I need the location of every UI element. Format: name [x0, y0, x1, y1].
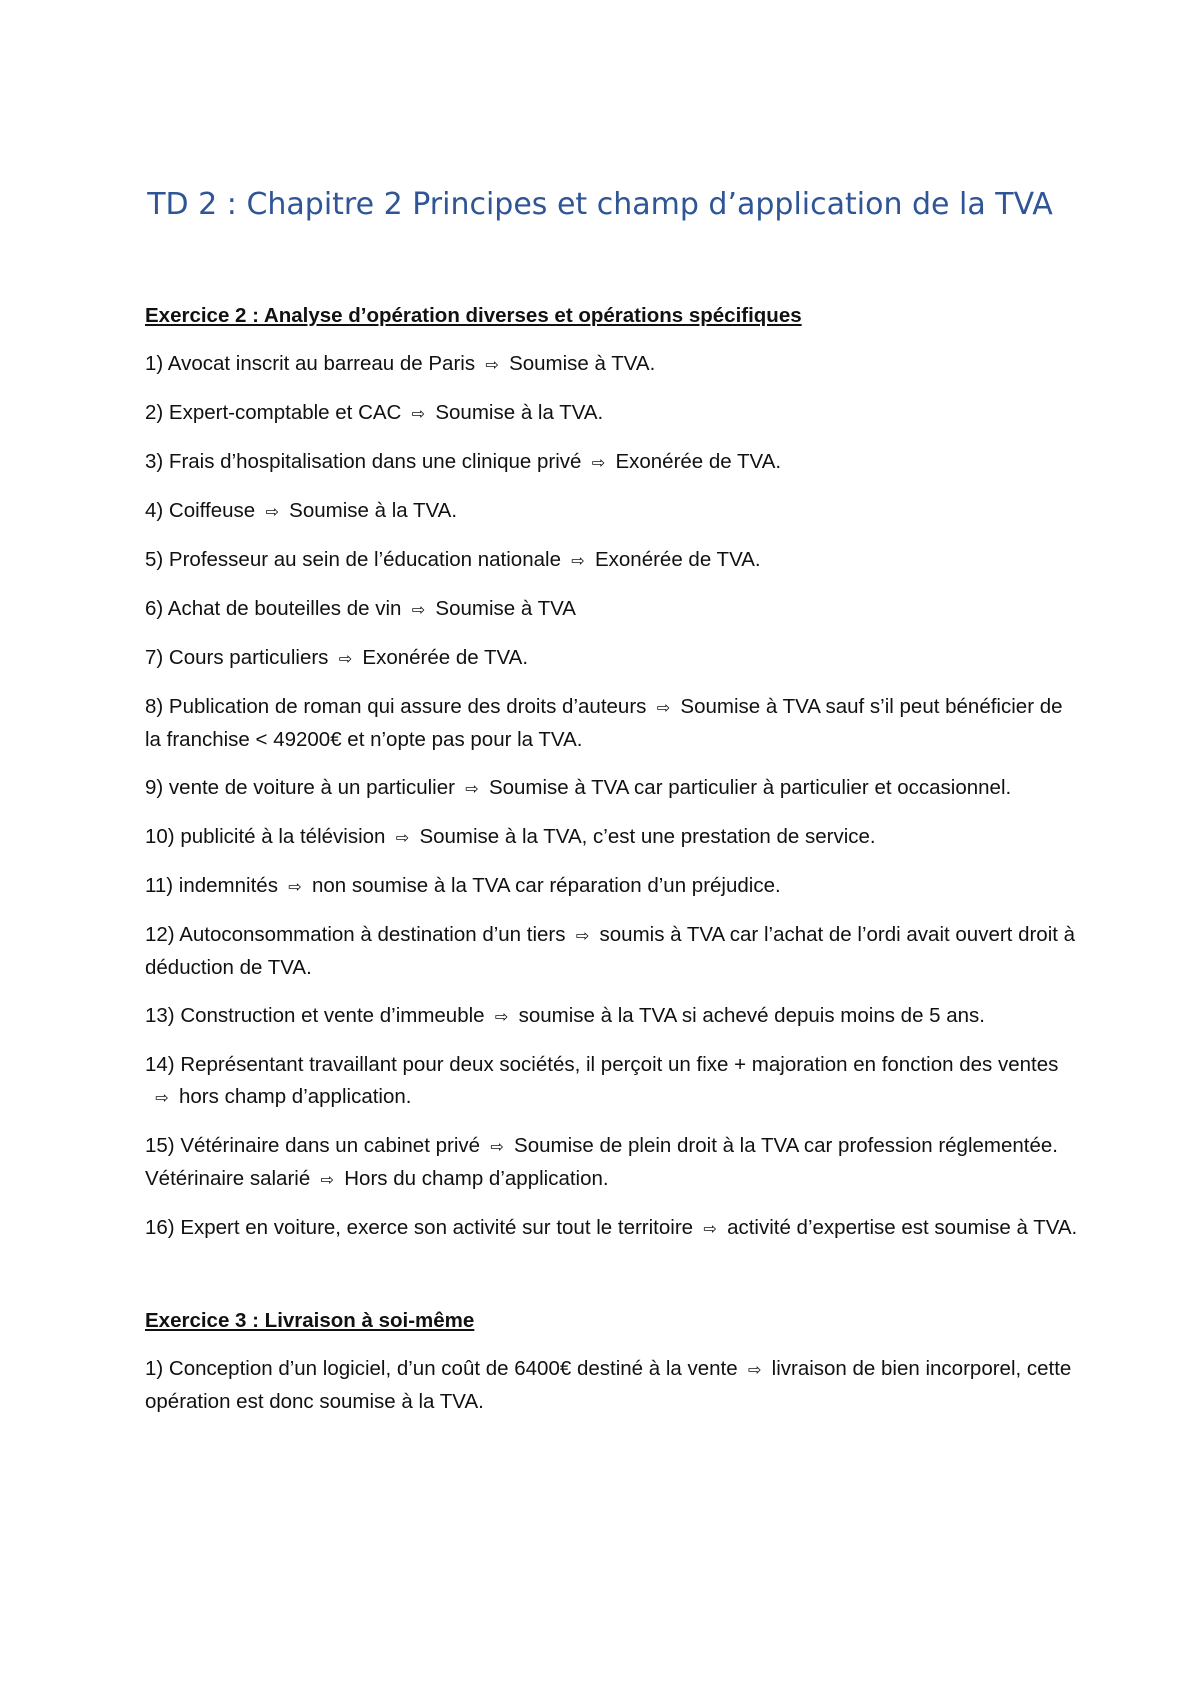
hollow-right-arrow-icon: ⇨ — [465, 779, 479, 798]
exercice-2-item-15-subline — [145, 1163, 1080, 1196]
exercice-2-item-16 — [145, 1212, 1080, 1245]
item-answer: Exonérée de TVA. — [362, 646, 529, 669]
exercice-2-item-13 — [145, 1000, 1080, 1033]
hollow-right-arrow-icon: ⇨ — [265, 502, 279, 521]
item-question: 13) Construction et vente d’immeuble — [145, 1004, 485, 1027]
exercice-3-heading: Exercice 3 : Livraison à soi-même — [145, 1309, 475, 1332]
item-answer: livraison de bien incorporel, cette opération est donc soumise à la TVA. — [145, 1357, 1072, 1413]
item-answer: Soumise à la TVA, c’est une prestation de service. — [419, 825, 876, 848]
hollow-right-arrow-icon: ⇨ — [747, 1360, 762, 1379]
item-answer: Soumise à TVA car particulier à particulier et occasionnel. — [488, 776, 1012, 799]
hollow-right-arrow-icon: ⇨ — [591, 453, 606, 472]
hollow-right-arrow-icon: ⇨ — [338, 649, 353, 668]
exercice-2-item-11 — [145, 870, 1080, 903]
exercice-2-item-8 — [145, 691, 1080, 756]
hollow-right-arrow-icon: ⇨ — [656, 698, 671, 717]
exercice-2-item-1 — [145, 348, 1080, 381]
item-answer: activité d’expertise est soumise à TVA. — [727, 1216, 1078, 1239]
item-answer: hors champ d’application. — [179, 1085, 412, 1108]
item-question: 8) Publication de roman qui assure des droits d’auteurs — [145, 695, 647, 718]
hollow-right-arrow-icon: ⇨ — [411, 404, 426, 423]
hollow-right-arrow-icon: ⇨ — [703, 1219, 717, 1238]
item-question: 1) Avocat inscrit au barreau de Paris — [145, 352, 476, 375]
exercice-2-item-9 — [145, 772, 1080, 805]
hollow-right-arrow-icon: ⇨ — [575, 926, 590, 945]
item-answer: Soumise à TVA — [435, 597, 576, 620]
hollow-right-arrow-icon: ⇨ — [411, 600, 426, 619]
item-answer: Hors du champ d’application. — [344, 1167, 609, 1190]
item-answer: Soumise à TVA sauf s’il peut bénéficier de la franchise < 49200€ et n’opte pas pour la TVA. — [145, 695, 1063, 751]
exercice-2-item-10 — [145, 821, 1080, 854]
item-question: 7) Cours particuliers — [145, 646, 329, 669]
exercice-2-item-4 — [145, 495, 1080, 528]
exercice-2-item-14 — [145, 1049, 1080, 1114]
document-title: TD 2 : Chapitre 2 Principes et champ d’application de la TVA — [147, 187, 1053, 223]
hollow-right-arrow-icon: ⇨ — [288, 877, 302, 896]
hollow-right-arrow-icon: ⇨ — [571, 551, 585, 570]
exercice-2-item-7 — [145, 642, 1080, 675]
hollow-right-arrow-icon: ⇨ — [395, 828, 410, 847]
item-question: 11) indemnités — [145, 874, 278, 897]
exercice-2-item-5 — [145, 544, 1080, 577]
exercice-3-item-1 — [145, 1353, 1080, 1418]
item-answer: soumise à la TVA si achevé depuis moins de 5 ans. — [518, 1004, 986, 1027]
item-answer: non soumise à la TVA car réparation d’un préjudice. — [311, 874, 781, 897]
exercice-2-item-15 — [145, 1130, 1080, 1196]
item-question: 9) vente de voiture à un particulier — [145, 776, 455, 799]
exercice-2-item-12 — [145, 919, 1080, 984]
item-question: 6) Achat de bouteilles de vin — [145, 597, 402, 620]
item-question: 10) publicité à la télévision — [145, 825, 386, 848]
document-body — [145, 300, 1080, 1434]
item-question: Vétérinaire salarié — [145, 1167, 311, 1190]
hollow-right-arrow-icon: ⇨ — [320, 1170, 334, 1189]
exercice-2-item-6 — [145, 593, 1080, 626]
item-answer: soumis à TVA car l’achat de l’ordi avait ouvert droit à déduction de TVA. — [145, 923, 1076, 979]
item-question: 1) Conception d’un logiciel, d’un coût de 6400€ destiné à la vente — [145, 1357, 738, 1380]
exercice-2-heading: Exercice 2 : Analyse d’opération diverses et opérations spécifiques — [145, 304, 802, 327]
item-answer: Soumise à TVA. — [509, 352, 656, 375]
item-answer: Exonérée de TVA. — [594, 548, 761, 571]
item-answer: Soumise à la TVA. — [435, 401, 604, 424]
hollow-right-arrow-icon: ⇨ — [490, 1137, 504, 1156]
item-question: 4) Coiffeuse — [145, 499, 256, 522]
item-answer: Soumise à la TVA. — [289, 499, 458, 522]
hollow-right-arrow-icon: ⇨ — [494, 1007, 509, 1026]
hollow-right-arrow-icon: ⇨ — [155, 1088, 169, 1107]
item-question: 5) Professeur au sein de l’éducation nationale — [145, 548, 561, 571]
hollow-right-arrow-icon: ⇨ — [485, 355, 499, 374]
item-question: 3) Frais d’hospitalisation dans une clinique privé — [145, 450, 582, 473]
item-question: 15) Vétérinaire dans un cabinet privé — [145, 1134, 481, 1157]
exercice-2-item-2 — [145, 397, 1080, 430]
item-question: 16) Expert en voiture, exerce son activité sur tout le territoire — [145, 1216, 694, 1239]
item-question: 14) Représentant travaillant pour deux sociétés, il perçoit un fixe + majoration en fonction des ventes — [145, 1053, 1059, 1076]
item-question: 2) Expert-comptable et CAC — [145, 401, 402, 424]
item-answer: Exonérée de TVA. — [615, 450, 782, 473]
item-answer: Soumise de plein droit à la TVA car profession réglementée. — [514, 1134, 1058, 1157]
exercice-2-item-3 — [145, 446, 1080, 479]
item-question: 12) Autoconsommation à destination d’un tiers — [145, 923, 566, 946]
